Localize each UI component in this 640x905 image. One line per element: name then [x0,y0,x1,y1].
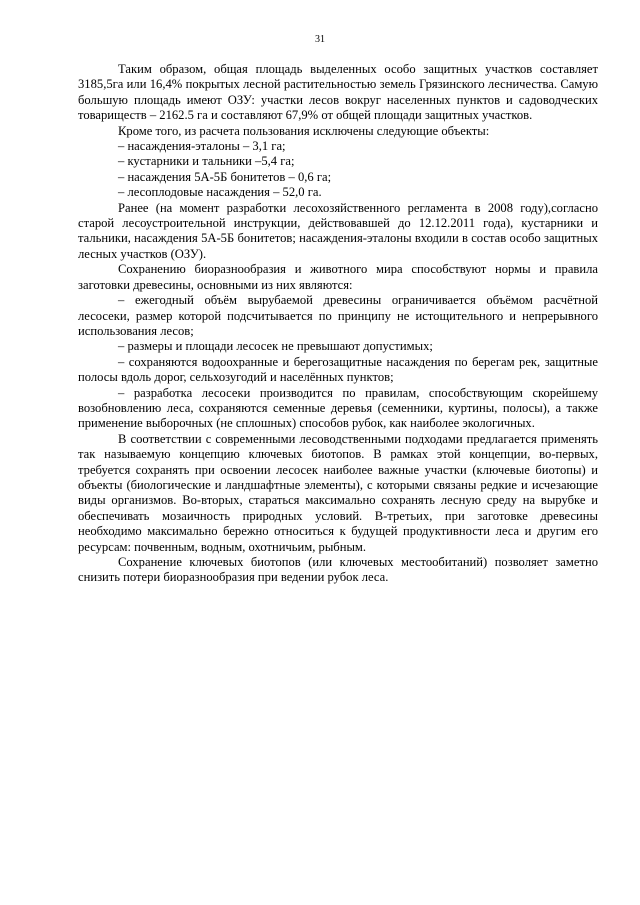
page-number: 31 [315,34,325,45]
paragraph-p12: – разработка лесосеки производится по правилам, способствующим скорейшему возобновлению леса, сохраняются семенные деревья (семенники, куртины, полосы), а также применение выборочных (не сплошных) способов рубок, как наиболее экологичных. [78,385,598,431]
paragraph-p11: – сохраняются водоохранные и берегозащитные насаждения по берегам рек, защитные полосы вдоль дорог, сельхозугодий и населённых пунктов; [78,354,598,385]
paragraph-p10: – размеры и площади лесосек не превышают допустимых; [118,339,433,354]
paragraph-p4: – кустарники и тальники –5,4 га; [118,154,295,169]
paragraph-p1: Таким образом, общая площадь выделенных особо защитных участков составляет 3185,5га или 16,4% покрытых лесной растительностью земель Грязинского лесничества. Самую большую площадь имеют ОЗУ: участки лесов вокруг населенных пунктов и садоводческих товариществ – 2162.5 га и составляют 67,9% от общей площади защитных участков. [78,62,598,123]
paragraph-p9: – ежегодный объём вырубаемой древесины ограничивается объёмом расчётной лесосеки, размер которой подсчитывается по принципу не истощительного и непрерывного использования лесов; [78,293,598,338]
paragraph-p3: – насаждения-эталоны – 3,1 га; [118,139,286,154]
paragraph-p6: – лесоплодовые насаждения – 52,0 га. [118,185,322,200]
paragraph-p2: Кроме того, из расчета пользования исключены следующие объекты: [118,123,490,138]
paragraph-p5: – насаждения 5А-5Б бонитетов – 0,6 га; [118,169,332,184]
paragraph-p14: Сохранение ключевых биотопов (или ключевых местообитаний) позволяет заметно снизить потери биоразнообразия при ведении рубок леса. [78,555,598,585]
paragraph-p13: В соответствии с современными лесоводственными подходами предлагается применять так называемую концепцию ключевых биотопов. В рамках этой концепции, во-первых, требуется сохранять при освоении лесосек наиболее важные участки (ключевые биотопы) и объекты (биологические и ландшафтные элементы), с которыми связаны редкие и исчезающие виды организмов. Во-вторых, стараться максимально сохранять лесную среду на вырубке и обеспечивать мозаичность природных условий. В-третьих, при заготовке древесины необходимо максимально бережно относиться к будущей продуктивности леса и другим его ресурсам: почвенным, водным, охотничьим, рыбным. [78,431,598,554]
paragraph-p8: Сохранению биоразнообразия и животного мира способствуют нормы и правила заготовки древесины, основными из них являются: [78,262,598,292]
paragraph-p7: Ранее (на момент разработки лесохозяйственного регламента в 2008 году),согласно старой лесоустроительной инструкции, действовавшей до 12.12.2011 года), кустарники и тальники, насаждения 5А-5Б бонитетов; насаждения-эталоны входили в состав особо защитных лесных участков (ОЗУ). [78,200,598,261]
document-body [78,62,598,586]
